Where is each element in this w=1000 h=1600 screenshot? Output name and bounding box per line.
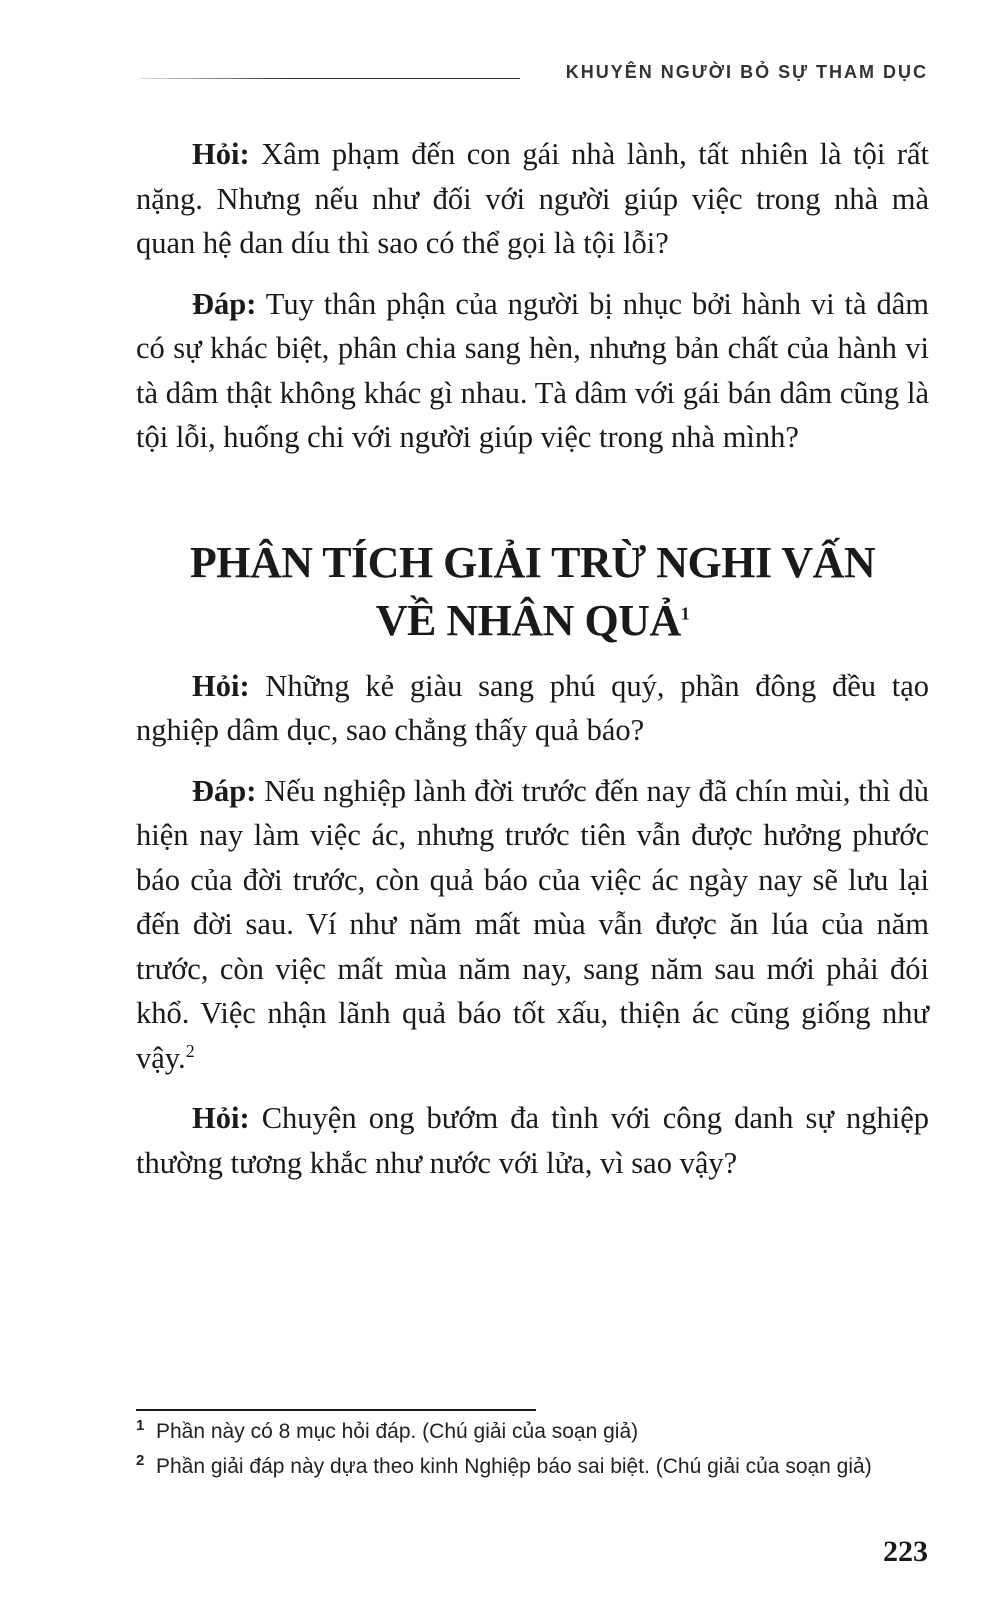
question-text: Xâm phạm đến con gái nhà lành, tất nhiên là tội rất nặng. Nhưng nếu như đối với người giúp việc trong nhà mà quan hệ dan díu thì sao có thể gọi là tội lỗi?: [136, 137, 929, 260]
section-title-line1: PHÂN TÍCH GIẢI TRỪ NGHI VẤN: [189, 537, 876, 587]
footnote-ref[interactable]: 1: [680, 602, 690, 623]
question-paragraph: [136, 1096, 929, 1185]
answer-text: Nếu nghiệp lành đời trước đến nay đã chín mùi, thì dù hiện nay làm việc ác, nhưng trước tiên vẫn được hưởng phước báo của đời trước, còn quả báo của việc ác ngày nay sẽ lưu lại đến đời sau. Ví như năm mất mùa vẫn được ăn lúa của năm trước, còn việc mất mùa năm nay, sang năm sau mới phải đói khổ. Việc nhận lãnh quả báo tốt xấu, thiện ác cũng giống như vậy.: [136, 773, 929, 1075]
section-title-line2: VỀ NHÂN QUẢ: [375, 595, 681, 645]
footnote-number: 1: [136, 1417, 145, 1434]
footnote-divider: [136, 1409, 536, 1411]
question-paragraph: [136, 664, 929, 753]
answer-label: Đáp:: [192, 286, 257, 321]
question-paragraph: [136, 132, 929, 266]
header-title: KHUYÊN NGƯỜI BỎ SỰ THAM DỤC: [565, 62, 928, 82]
question-text: Chuyện ong bướm đa tình với công danh sự nghiệp thường tương khắc như nước với lửa, vì sao vậy?: [136, 1101, 929, 1180]
question-label: Hỏi:: [192, 1101, 250, 1135]
footnote-item: [136, 1417, 929, 1446]
answer-paragraph: [136, 769, 929, 1081]
footnote-text: Phần này có 8 mục hỏi đáp. (Chú giải của soạn giả): [156, 1420, 639, 1443]
footnote-ref[interactable]: 2: [185, 1040, 195, 1061]
section-title: [136, 534, 929, 650]
footnote-number: 2: [136, 1452, 145, 1469]
footnote-item: [136, 1452, 929, 1481]
question-label: Hỏi:: [192, 137, 250, 171]
answer-label: Đáp:: [192, 773, 257, 808]
question-text: Những kẻ giàu sang phú quý, phần đông đều tạo nghiệp dâm dục, sao chẳng thấy quả báo?: [136, 668, 929, 747]
footnote-text: Phần giải đáp này dựa theo kinh Nghiệp báo sai biệt. (Chú giải của soạn giả): [156, 1455, 872, 1478]
page-number: 223: [883, 1535, 928, 1568]
header-rule: [140, 78, 520, 79]
footnotes: [136, 1409, 929, 1487]
question-label: Hỏi:: [192, 668, 250, 703]
page-body: [136, 132, 929, 1201]
answer-text: Tuy thân phận của người bị nhục bởi hành vi tà dâm có sự khác biệt, phân chia sang hèn, nhưng bản chất của hành vi tà dâm thật không khác gì nhau. Tà dâm với gái bán dâm cũng là tội lỗi, huống chi với người giúp việc trong nhà mình?: [136, 286, 929, 454]
running-header: [0, 58, 1000, 88]
answer-paragraph: [136, 282, 929, 460]
